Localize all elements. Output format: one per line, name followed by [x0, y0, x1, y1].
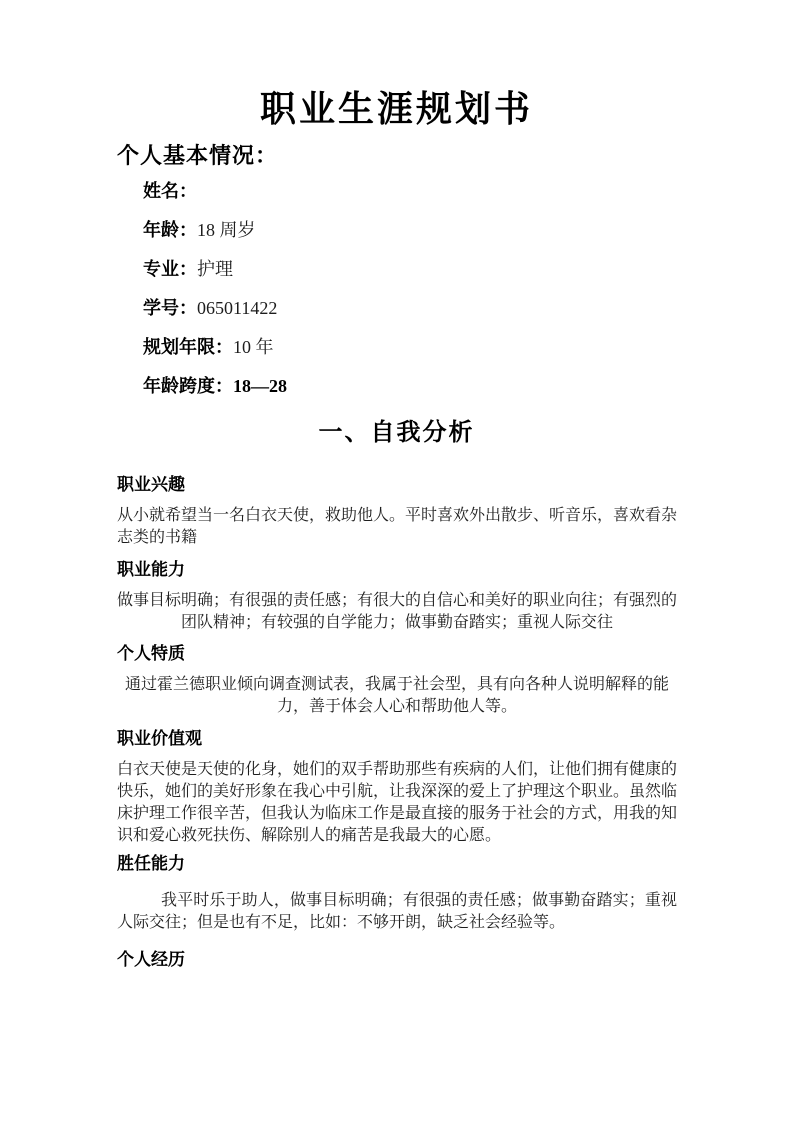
info-item-name — [143, 179, 197, 203]
info-value: 10 年 — [233, 337, 274, 357]
info-label: 专业： — [143, 259, 197, 279]
document-title: 职业生涯规划书 — [259, 89, 533, 129]
info-label: 年龄： — [143, 220, 197, 240]
basic-info-heading: 个人基本情况： — [117, 143, 279, 168]
info-item-plan-years — [143, 335, 274, 359]
info-label: 年龄跨度： — [143, 376, 233, 396]
paragraph-competence: 我平时乐于助人，做事目标明确；有很强的责任感；做事勤奋踏实；重视人际交往；但是也有不足，比如：不够开朗，缺乏社会经验等。 — [117, 892, 677, 931]
subsection-heading-career-values: 职业价值观 — [117, 729, 202, 748]
info-item-major — [143, 257, 233, 281]
subsection-heading-career-ability: 职业能力 — [117, 560, 185, 579]
paragraph-career-interest: 从小就希望当一名白衣天使，救助他人。平时喜欢外出散步、听音乐，喜欢看杂志类的书籍 — [117, 507, 678, 546]
subsection-heading-career-interest: 职业兴趣 — [117, 475, 185, 494]
paragraph-career-values: 白衣天使是天使的化身，她们的双手帮助那些有疾病的人们，让他们拥有健康的快乐，她们的美好形象在我心中引航，让我深深的爱上了护理这个职业。虽然临床护理工作很辛苦，但我认为临床工作是最直接的服务于社会的方式，用我的知识和爱心救死扶伤、解除别人的痛苦是我最大的心愿。 — [117, 761, 678, 844]
info-label: 学号： — [143, 298, 197, 318]
info-value: 065011422 — [197, 298, 278, 318]
info-value: 护理 — [197, 259, 233, 279]
info-item-age-span — [143, 374, 287, 398]
subsection-heading-competence: 胜任能力 — [117, 854, 185, 873]
info-item-student-id — [143, 296, 277, 320]
paragraph-personal-traits: 通过霍兰德职业倾向调查测试表，我属于社会型，具有向各种人说明解释的能力，善于体会人心和帮助他人等。 — [124, 676, 669, 715]
section-heading-self-analysis: 一、自我分析 — [318, 420, 475, 446]
info-label: 姓名： — [143, 181, 197, 201]
info-item-age — [143, 218, 256, 242]
subsection-heading-personal-experience: 个人经历 — [117, 950, 185, 969]
paragraph-career-ability: 做事目标明确；有很强的责任感；有很大的自信心和美好的职业向往；有强烈的团队精神；有较强的自学能力；做事勤奋踏实；重视人际交往 — [117, 592, 678, 631]
info-label: 规划年限： — [143, 337, 233, 357]
subsection-heading-personal-traits: 个人特质 — [117, 644, 185, 663]
info-value: 18—28 — [233, 376, 287, 396]
info-value: 18 周岁 — [197, 220, 256, 240]
